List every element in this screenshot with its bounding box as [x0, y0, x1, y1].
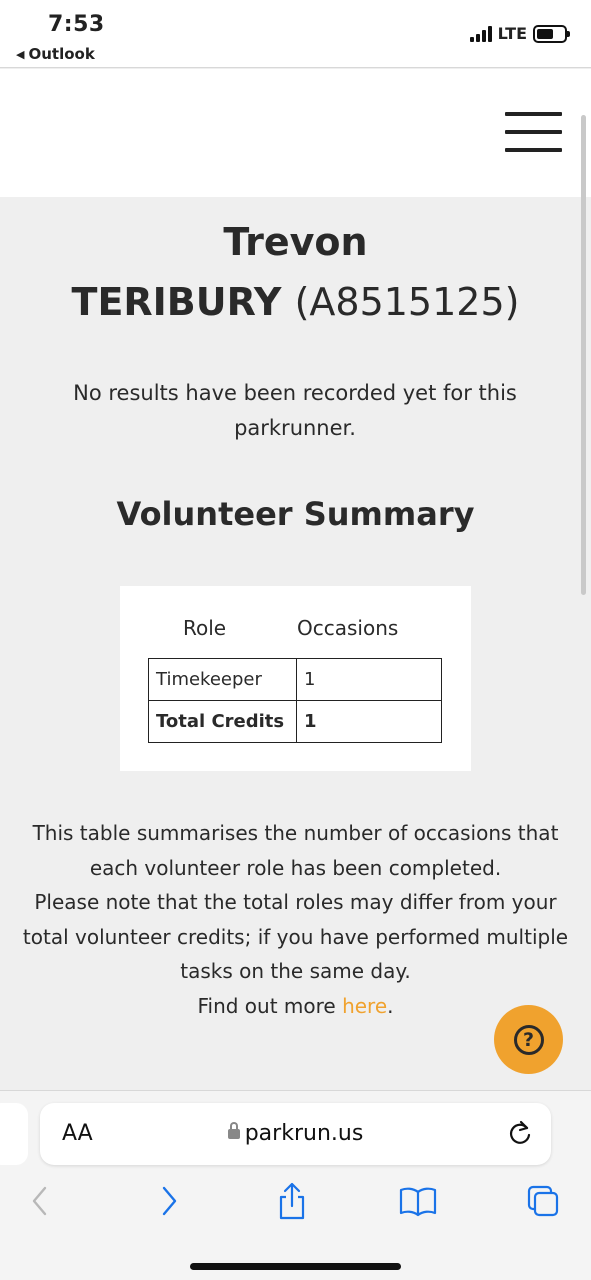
- browser-toolbar: [0, 1179, 591, 1223]
- url-text: parkrun.us: [244, 1121, 364, 1146]
- column-header-occasions: Occasions: [297, 616, 399, 640]
- occasions-cell: 1: [297, 659, 442, 701]
- back-triangle-icon: ◀: [16, 47, 25, 61]
- summary-line-1: This table summarises the number of occasions that each volunteer role has been completed.: [32, 821, 559, 880]
- chevron-right-icon[interactable]: [147, 1179, 191, 1223]
- volunteer-table: [148, 658, 442, 743]
- role-cell: Timekeeper: [149, 659, 297, 701]
- table-row: [149, 659, 442, 701]
- status-time: 7:53: [48, 12, 105, 37]
- role-cell: Total Credits: [149, 701, 297, 743]
- network-label: LTE: [497, 24, 527, 43]
- column-header-role: Role: [183, 616, 227, 640]
- status-bar: [0, 0, 591, 68]
- no-results-message: No results have been recorded yet for this parkrunner.: [73, 381, 517, 440]
- reload-icon[interactable]: [507, 1118, 533, 1152]
- back-to-app-button[interactable]: [16, 45, 95, 63]
- occasions-cell: 1: [297, 701, 442, 743]
- previous-tab-preview[interactable]: [0, 1103, 28, 1165]
- url-display[interactable]: [40, 1121, 551, 1146]
- text-size-button[interactable]: AA: [62, 1121, 93, 1146]
- profile-id: (A8515125): [294, 280, 520, 324]
- tabs-icon[interactable]: [521, 1179, 565, 1223]
- question-mark-icon: ?: [514, 1025, 544, 1055]
- find-out-more-line: [20, 989, 571, 1024]
- lock-icon: [228, 1129, 240, 1139]
- volunteer-summary-title: Volunteer Summary: [116, 495, 475, 533]
- browser-bottom-bar: [0, 1090, 591, 1280]
- find-out-more-text: Find out more: [197, 993, 343, 1018]
- profile-last-name: TERIBURY: [71, 280, 282, 324]
- profile-first-name: Trevon: [223, 220, 368, 264]
- profile-last-name-line: [0, 280, 591, 324]
- status-indicators: [470, 24, 567, 43]
- address-bar[interactable]: [40, 1103, 551, 1165]
- back-app-label: Outlook: [28, 45, 95, 63]
- here-link[interactable]: here: [342, 993, 388, 1018]
- total-credits-row: [149, 701, 442, 743]
- find-out-more-end: .: [387, 993, 394, 1018]
- volunteer-summary-card: [120, 586, 471, 771]
- help-button[interactable]: [494, 1005, 563, 1074]
- volunteer-summary-note: [20, 816, 571, 1023]
- site-header: [0, 69, 591, 197]
- chevron-left-icon[interactable]: [18, 1179, 62, 1223]
- home-indicator[interactable]: [190, 1263, 401, 1270]
- book-icon[interactable]: [396, 1179, 440, 1223]
- summary-line-2: Please note that the total roles may differ from your total volunteer credits; if you have performed multiple tasks on the same day.: [22, 890, 569, 983]
- hamburger-icon[interactable]: [505, 112, 562, 152]
- share-icon[interactable]: [270, 1179, 314, 1223]
- signal-icon: [470, 26, 492, 42]
- battery-icon: [533, 25, 567, 43]
